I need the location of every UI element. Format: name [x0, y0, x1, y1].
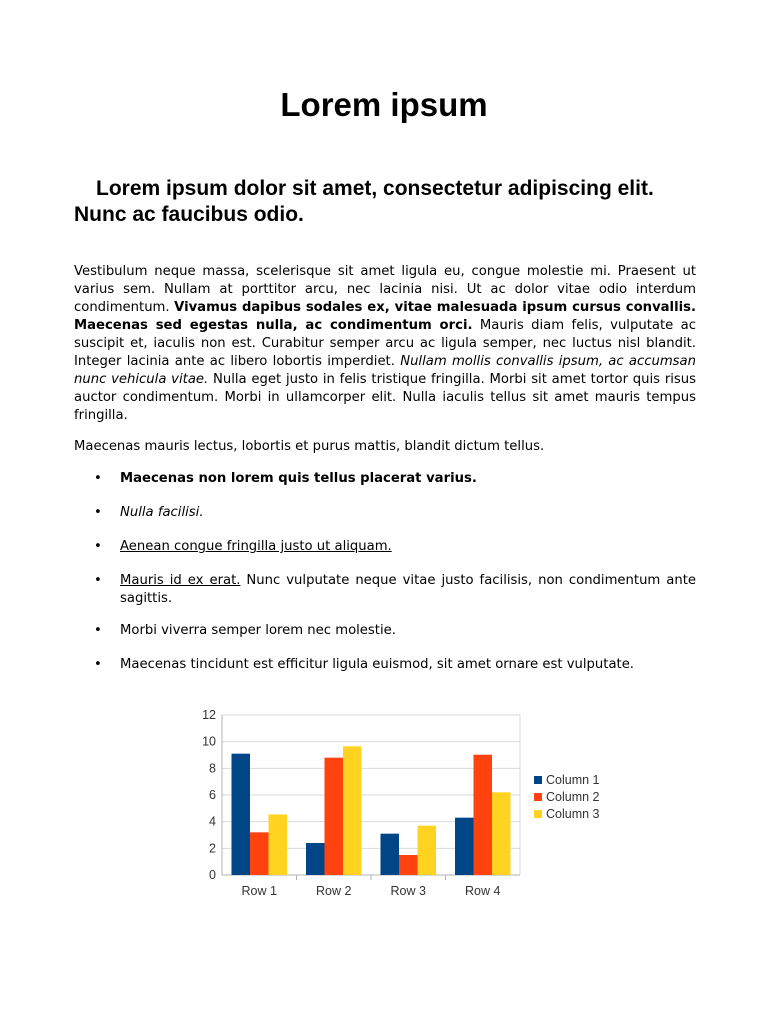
list-item-text: Aenean congue fringilla justo ut aliquam. — [120, 539, 392, 554]
list-item — [74, 470, 696, 488]
legend-label: Column 2 — [546, 790, 600, 804]
bar — [399, 855, 418, 875]
bullet-list — [74, 470, 696, 674]
document-subtitle: Lorem ipsum dolor sit amet, consectetur adipiscing elit. Nunc ac faucibus odio. — [74, 177, 654, 226]
bar — [492, 792, 511, 875]
paragraph-text: Vestibulum neque massa, scelerisque sit amet ligula eu, congue molestie mi. Praesent ut varius sem. Nullam at porttitor arcu, nec lacinia nisi. Ut ac dolor vitae odio interdum condimentum. — [74, 264, 696, 315]
bar — [250, 832, 269, 875]
paragraph-bold-text: Vivamus dapibus sodales ex, vitae malesuada ipsum cursus convallis. Maecenas sed egestas nulla, ac condimentum orci. — [74, 300, 696, 333]
bar — [306, 843, 325, 875]
y-tick-label: 6 — [209, 788, 216, 802]
bar-chart — [190, 700, 620, 910]
bullet-marker: • — [94, 539, 102, 554]
legend-label: Column 1 — [546, 773, 600, 787]
list-item-text: Maecenas non lorem quis tellus placerat varius. — [120, 471, 477, 486]
bar — [381, 834, 400, 875]
legend-swatch — [534, 793, 542, 801]
bullet-marker: • — [94, 657, 102, 672]
y-tick-label: 8 — [209, 761, 216, 776]
body-paragraph-1 — [74, 263, 696, 425]
y-tick-label: 0 — [209, 868, 216, 882]
bar — [474, 755, 493, 875]
paragraph-text: Nulla eget justo in felis tristique fringilla. Morbi sit amet tortor quis risus auctor condimentum. Morbi in ullamcorper elit. Nulla iaculis tellus sit amet mauris tempus fringilla. — [74, 372, 697, 423]
list-item-text: Nunc vulputate neque vitae justo facilisis, non condimentum ante sagittis. — [120, 573, 696, 606]
list-item — [74, 504, 696, 522]
bar — [418, 826, 437, 875]
document-title: Lorem ipsum — [280, 86, 488, 123]
bar — [343, 746, 362, 875]
bar — [232, 754, 251, 875]
y-tick-label: 2 — [209, 841, 216, 856]
list-item-text: Mauris id ex erat. — [120, 573, 241, 588]
x-tick-label: Row 1 — [241, 884, 277, 898]
paragraph-text: Mauris diam felis, vulputate ac suscipit et, iaculis non est. Curabitur semper arcu ac ligula semper, nec luctus nisl blandit. Integer lacinia ante ac libero lobortis imperdiet. — [74, 318, 697, 369]
y-tick-label: 10 — [202, 734, 216, 749]
x-tick-label: Row 3 — [390, 884, 426, 898]
bullet-marker: • — [94, 505, 102, 520]
list-item-text: Maecenas tincidunt est efficitur ligula euismod, sit amet ornare est vulputate. — [120, 657, 634, 672]
y-tick-label: 12 — [202, 708, 216, 722]
legend-swatch — [534, 810, 542, 818]
bar — [269, 814, 288, 875]
legend-swatch — [534, 776, 542, 784]
list-item — [74, 656, 696, 674]
list-item-text: Morbi viverra semper lorem nec molestie. — [120, 623, 396, 638]
bar — [325, 758, 344, 875]
bar — [455, 818, 474, 875]
legend-label: Column 3 — [546, 807, 600, 821]
bullet-marker: • — [94, 623, 102, 638]
x-tick-label: Row 2 — [316, 884, 352, 898]
paragraph-italic-text: Nullam mollis convallis ipsum, ac accumsan nunc vehicula vitae. — [74, 354, 696, 387]
list-item — [74, 538, 696, 556]
x-tick-label: Row 4 — [465, 884, 501, 898]
list-item — [74, 622, 696, 640]
bullet-marker: • — [94, 573, 102, 588]
list-item — [74, 572, 696, 608]
body-paragraph-2: Maecenas mauris lectus, lobortis et purus mattis, blandit dictum tellus. — [74, 439, 545, 454]
list-item-text: Nulla facilisi. — [120, 505, 204, 520]
bullet-marker: • — [94, 471, 102, 486]
y-tick-label: 4 — [209, 814, 216, 829]
